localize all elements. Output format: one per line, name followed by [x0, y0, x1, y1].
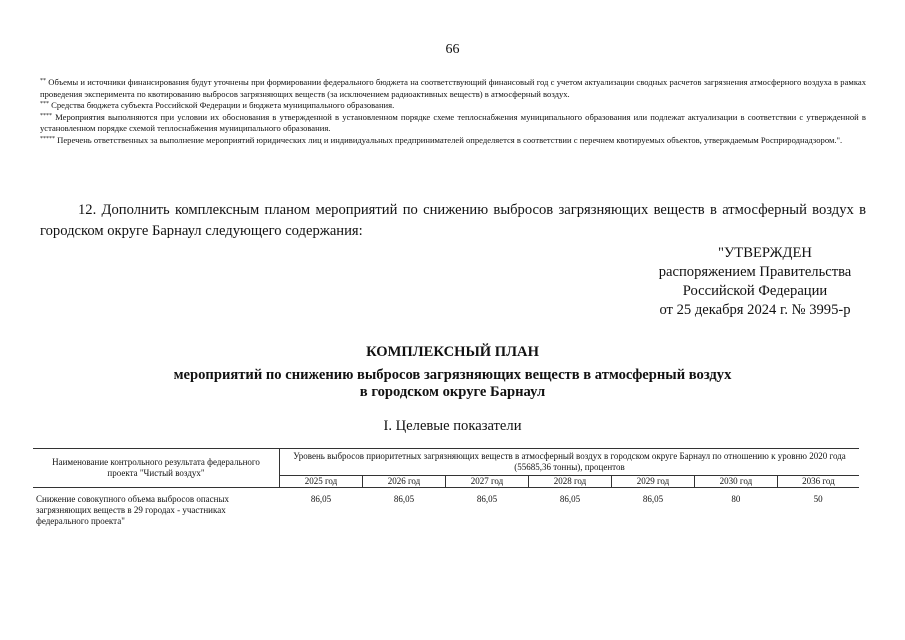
plan-title: КОМПЛЕКСНЫЙ ПЛАН [366, 344, 539, 360]
column-header-year: 2029 год [612, 476, 695, 488]
footnote [40, 77, 866, 100]
amendment-paragraph: 12. Дополнить комплексным планом мероприятий по снижению выбросов загрязняющих веществ в атмосферный воздух в городском округе Барнаул следующего содержания: [40, 202, 866, 239]
footnote-marker: *** [40, 101, 49, 108]
value-cell: 80 [731, 494, 741, 504]
approval-authority: распоряжением Правительства [658, 264, 852, 280]
page-number: 66 [445, 42, 460, 57]
column-header-year: 2026 год [363, 476, 446, 488]
value-cell: 50 [813, 494, 823, 504]
approval-stamp: "УТВЕРЖДЕН [718, 245, 812, 261]
footnote [40, 135, 866, 147]
footnote-text: Объемы и источники финансирования будут уточнены при формировании федерального бюджета на соответствующий финансовый год с учетом актуализации сводных расчетов загрязнения атмосферного воздуха в рамках проведения эксперимента по квотированию выбросов загрязняющих веществ (за исключением радиоактивных веществ) в атмосферный воздух. [40, 77, 866, 99]
footnote-marker: ***** [40, 135, 55, 142]
result-name-cell: Снижение совокупного объема выбросов опасных загрязняющих веществ в 29 городах - участниках федерального проекта" [36, 494, 230, 526]
table-header-row [33, 449, 859, 476]
footnote [40, 100, 866, 112]
table-row [33, 488, 859, 528]
target-indicators-table [33, 448, 859, 527]
column-header-year: 2036 год [777, 476, 859, 488]
section-title: I. Целевые показатели [383, 418, 522, 434]
plan-subtitle-line: мероприятий по снижению выбросов загрязняющих веществ в атмосферный воздух [173, 367, 732, 383]
value-cell: 86,05 [393, 494, 415, 504]
footnotes [40, 77, 866, 147]
column-header-year: 2030 год [695, 476, 778, 488]
plan-subtitle-line: в городском округе Барнаул [359, 384, 546, 400]
column-header-emission-level: Уровень выбросов приоритетных загрязняющих веществ в атмосферный воздух в городском округе Барнаул по отношению к уровню 2020 года (55685,36 тонны), процентов [280, 449, 860, 476]
value-cell: 86,05 [559, 494, 581, 504]
footnote-text: Мероприятия выполняются при условии их обоснования в утвержденной в установленном порядке схеме теплоснабжения муниципального образования или подлежат актуализации в соответствии с утвержденной в установленном порядке схемой теплоснабжения муниципального образования. [40, 111, 866, 134]
value-cell: 86,05 [476, 494, 498, 504]
footnote [40, 112, 866, 135]
approval-date: от 25 декабря 2024 г. № 3995-р [659, 302, 851, 318]
value-cell: 86,05 [310, 494, 332, 504]
column-header-year: 2028 год [529, 476, 612, 488]
footnote-marker: **** [40, 112, 52, 119]
plan-subtitle [0, 367, 905, 401]
approval-block [600, 244, 905, 320]
footnote-marker: ** [40, 78, 46, 84]
approval-authority-country: Российской Федерации [682, 283, 828, 299]
column-header-year: 2025 год [280, 476, 363, 488]
column-header-year: 2027 год [446, 476, 529, 488]
footnote-text: Средства бюджета субъекта Российской Федерации и бюджета муниципального образования. [51, 100, 395, 111]
value-cell: 86,05 [642, 494, 664, 504]
column-header-result-name: Наименование контрольного результата федерального проекта "Чистый воздух" [33, 449, 280, 488]
footnote-text: Перечень ответственных за выполнение мероприятий юридических лиц и индивидуальных предпринимателей определяется в соответствии с перечнем квотируемых объектов, утверждаемым Росприроднадзором.". [57, 134, 843, 145]
